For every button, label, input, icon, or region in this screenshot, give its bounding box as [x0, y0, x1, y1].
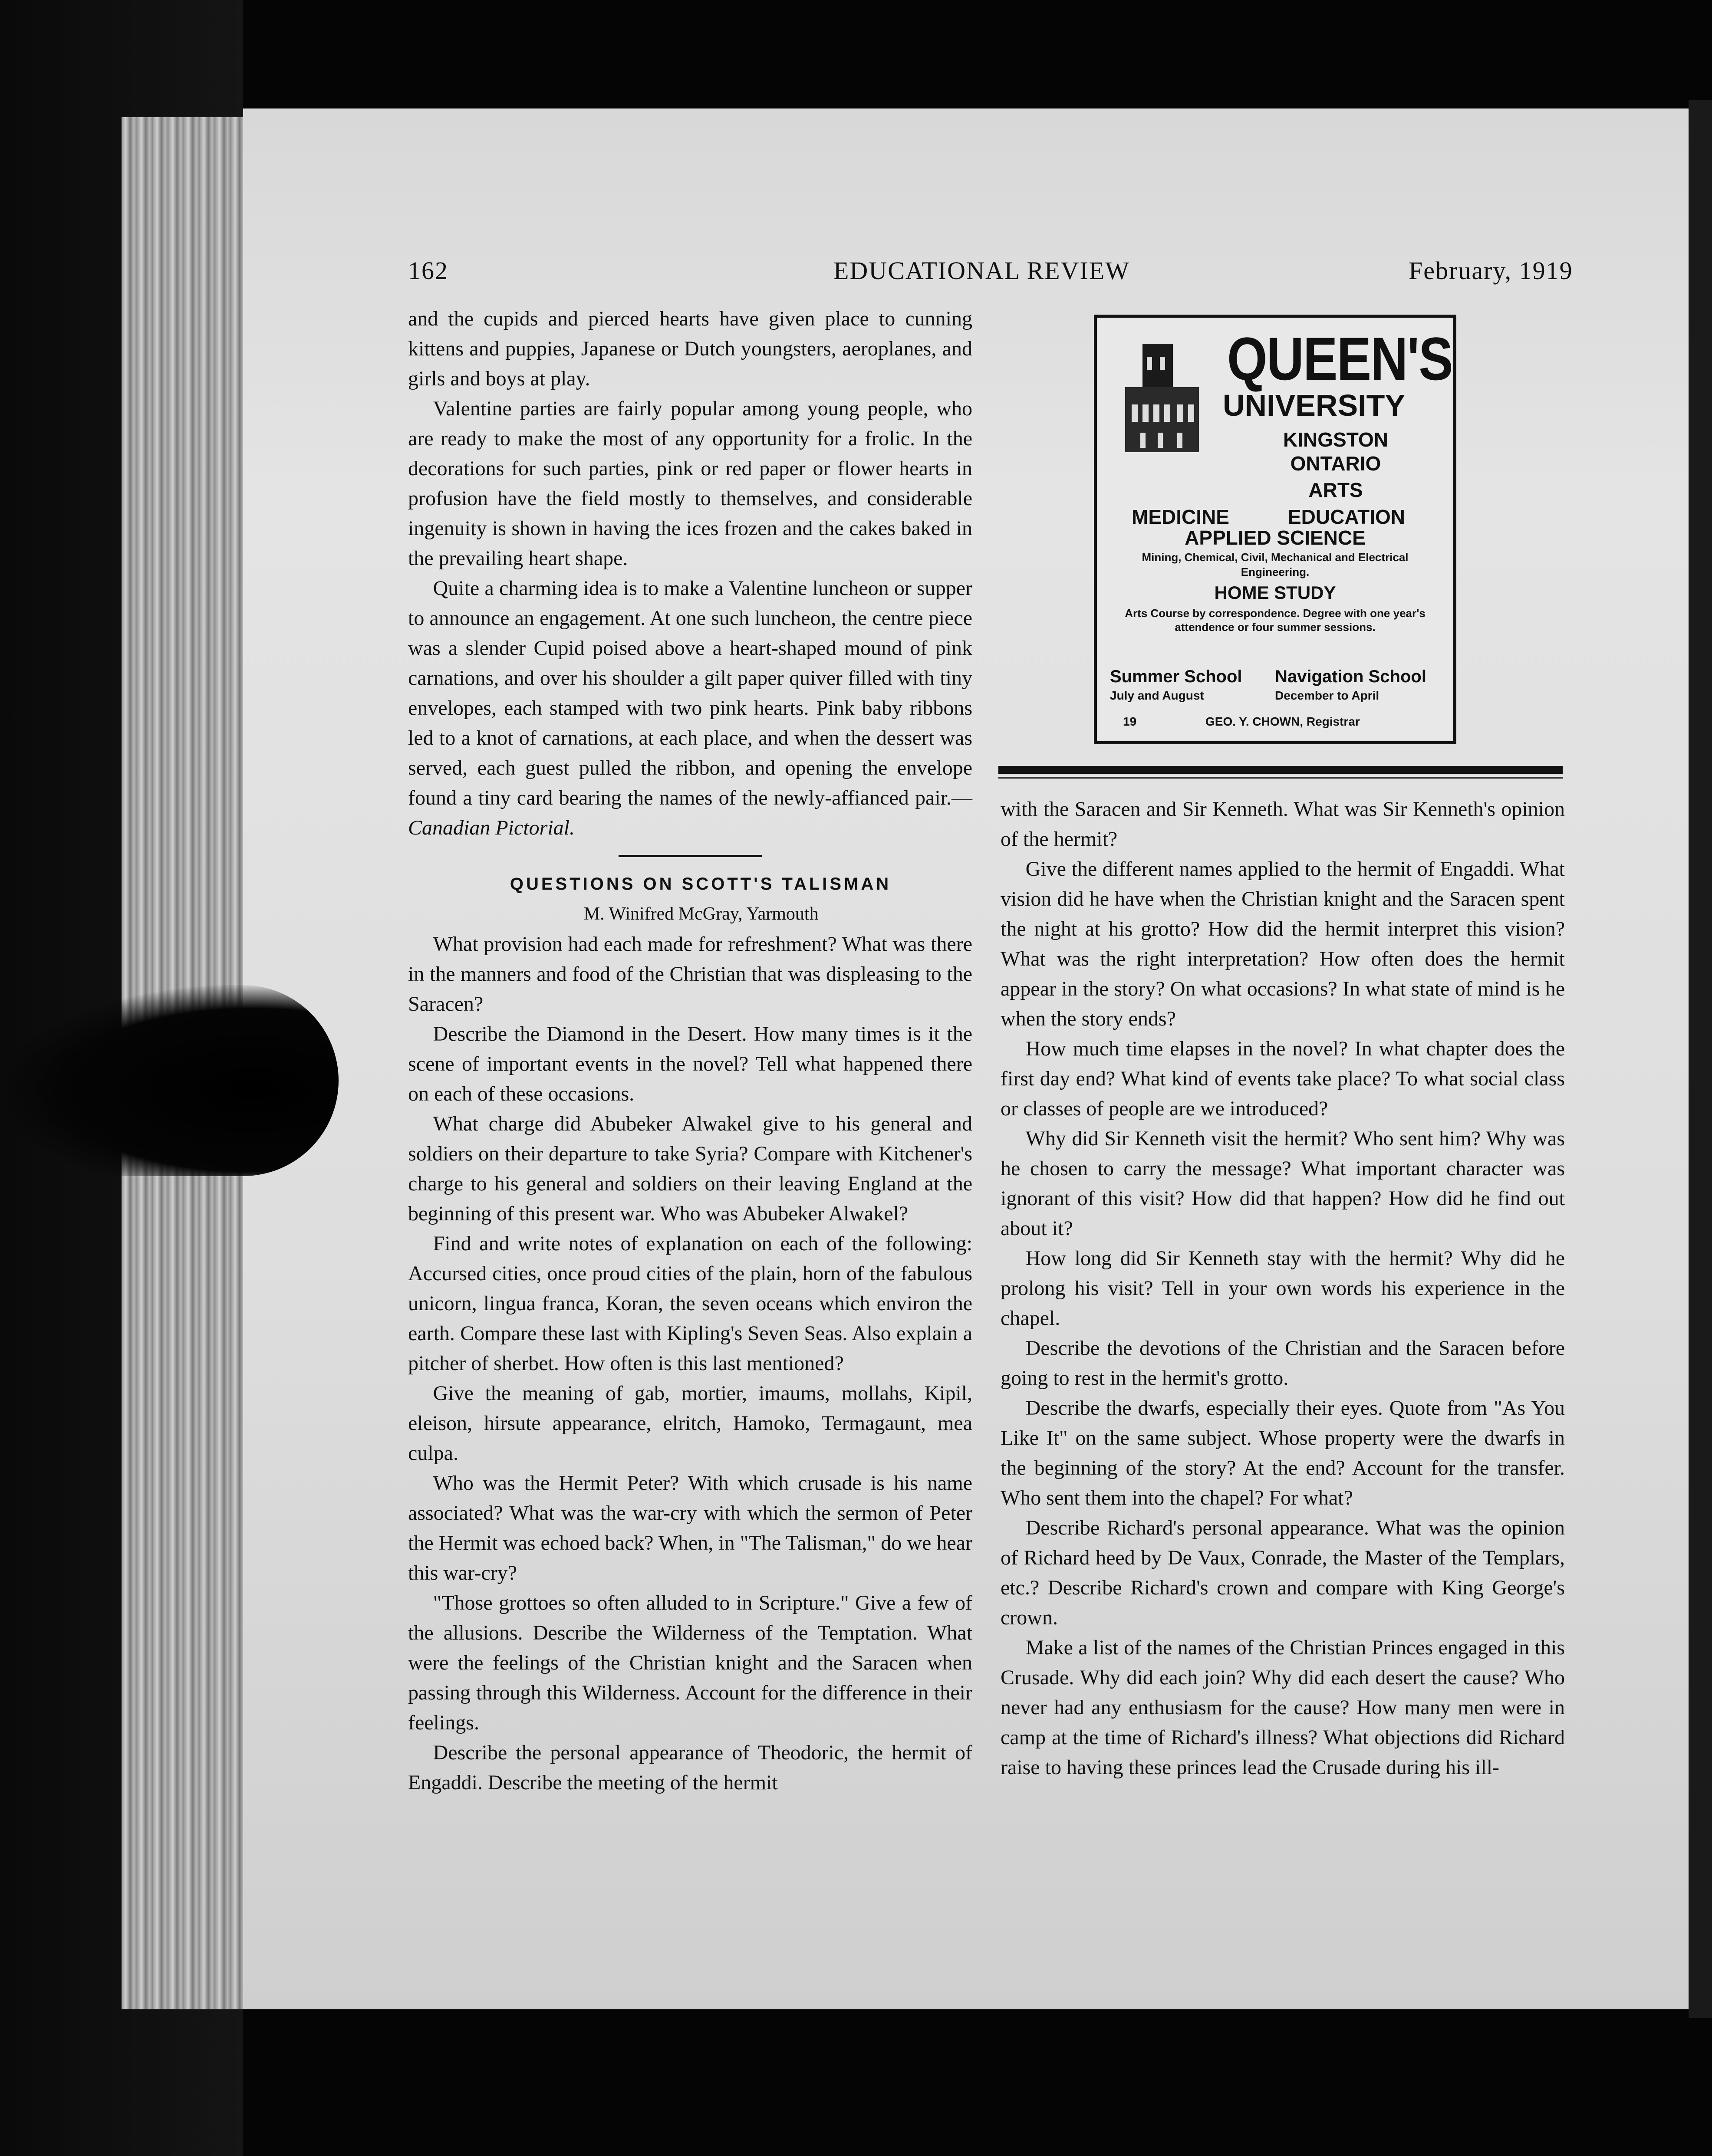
paragraph: What provision had each made for refreshment? What was there in the manners and food of the Christian that was displeasing to the Saracen? — [408, 933, 972, 1016]
ad-arts-course: Arts Course by correspondence. Degree with one year's attendence or four summer sessions. — [1125, 607, 1426, 634]
castle-illustration — [1116, 339, 1208, 457]
ad-arts: ARTS — [1308, 479, 1363, 501]
ad-subtitle: UNIVERSITY — [1223, 388, 1406, 422]
ad-province: ONTARIO — [1290, 452, 1381, 475]
paragraph: Describe the dwarfs, especially their eyes. Quote from "As You Like It" on the same subject. Whose property were the dwarfs in the beginning of the story? At the end? Account for the transfer. Who sent them into the chapel? For what? — [1001, 1397, 1565, 1509]
paragraph: Describe the Diamond in the Desert. How many times is it the scene of important events in the novel? Tell what happened there on each of these occasions. — [408, 1022, 972, 1105]
section-author: M. Winifred McGray, Yarmouth — [583, 904, 819, 924]
column-right — [1001, 794, 1565, 1782]
paragraph: How long did Sir Kenneth stay with the hermit? Why did he prolong his visit? Tell in your own words his experience in the chapel. — [1001, 1247, 1565, 1330]
journal-title: EDUCATIONAL REVIEW — [833, 256, 1130, 285]
ad-applied-science: APPLIED SCIENCE — [1185, 526, 1366, 549]
paragraph: Give the meaning of gab, mortier, imaums, mollahs, Kipil, eleison, hirsute appearance, elritch, Hamoko, Termagaunt, mea culpa. — [408, 1382, 972, 1465]
paragraph: Who was the Hermit Peter? With which crusade is his name associated? What was the war-cry with which the sermon of Peter the Hermit was echoed back? When, in "The Talisman," do we hear this war-cry? — [408, 1472, 972, 1584]
ad-number: 19 — [1123, 715, 1137, 728]
ad-city: KINGSTON — [1283, 428, 1388, 451]
column-divider-thick — [998, 766, 1563, 774]
ad-navigation-dates: December to April — [1275, 689, 1379, 702]
paragraph: Describe Richard's personal appearance. What was the opinion of Richard heed by De Vaux, Conrade, the Master of the Templars, etc.? Describe Richard's crown and compare with King George's crown. — [1001, 1516, 1565, 1629]
column-left — [408, 304, 972, 1798]
ad-medicine: MEDICINE — [1132, 506, 1229, 528]
issue-date: February, 1919 — [1409, 256, 1573, 285]
paragraph: Describe the personal appearance of Theodoric, the hermit of Engaddi. Describe the meeting of the hermit — [408, 1741, 972, 1794]
section-title: QUESTIONS ON SCOTT'S TALISMAN — [510, 874, 892, 894]
paragraph-text: Quite a charming idea is to make a Valentine luncheon or supper to announce an engagement. At one such luncheon, the centre piece was a slender Cupid poised above a heart-shaped mound of pink carnations, and over his shoulder a gilt paper quiver filled with tiny envelopes, each stamped with two pink hearts. Pink baby ribbons led to a knot of carnations, at each place, and when the dessert was served, each guest pulled the ribbon, and opening the envelope found a tiny card bearing the names of the newly-affianced pair.— — [408, 577, 972, 809]
paragraph: Why did Sir Kenneth visit the hermit? Who sent him? Why was he chosen to carry the message? What important character was ignorant of this visit? How did that happen? How did he find out about it? — [1001, 1127, 1565, 1240]
paragraph: "Those grottoes so often alluded to in Scripture." Give a few of the allusions. Describe the Wilderness of the Temptation. What were the feelings of the Christian knight and the Saracen when passing through this Wilderness. Account for the difference in their feelings. — [408, 1591, 972, 1734]
ad-engineering: Mining, Chemical, Civil, Mechanical and Electrical Engineering. — [1142, 551, 1409, 578]
page-number: 162 — [408, 256, 448, 285]
ad-summer-dates: July and August — [1110, 689, 1204, 702]
source-citation: Canadian Pictorial. — [408, 816, 575, 839]
queens-university-ad — [1094, 315, 1456, 744]
paragraph — [408, 573, 972, 843]
thumb-shadow — [0, 985, 339, 1176]
paragraph: What charge did Abubeker Alwakel give to his general and soldiers on their departure to take Syria? Compare with Kitchener's charge to his general and soldiers on their leaving England at the beginning of this present war. Who was Abubeker Alwakel? — [408, 1112, 972, 1225]
paragraph: and the cupids and pierced hearts have given place to cunning kittens and puppies, Japanese or Dutch youngsters, aeroplanes, and girls and boys at play. — [408, 307, 972, 390]
paragraph: Describe the devotions of the Christian and the Saracen before going to rest in the hermit's grotto. — [1001, 1337, 1565, 1390]
ad-home-study: HOME STUDY — [1214, 582, 1336, 603]
ad-education: EDUCATION — [1288, 506, 1406, 528]
ad-navigation-school: Navigation School — [1275, 667, 1426, 686]
paragraph: with the Saracen and Sir Kenneth. What was Sir Kenneth's opinion of the hermit? — [1001, 798, 1565, 851]
paragraph: Make a list of the names of the Christian Princes engaged in this Crusade. Why did each join? Why did each desert the cause? Who never had any enthusiasm for the cause? How many men were in camp at the time of Richard's illness? What objections did Richard raise to having these princes lead the Crusade during his ill- — [1001, 1636, 1565, 1779]
gutter-right — [1689, 100, 1712, 2018]
section-divider — [619, 855, 762, 857]
ad-title: QUEEN'S — [1227, 325, 1452, 393]
ad-summer-school: Summer School — [1110, 667, 1242, 686]
paragraph: Find and write notes of explanation on each of the following: Accursed cities, once proud cities of the plain, horn of the fabulous unicorn, lingua franca, Koran, the seven oceans which environ the earth. Compare these last with Kipling's Seven Seas. Also explain a pitcher of sherbet. How often is this last mentioned? — [408, 1232, 972, 1375]
ad-registrar: GEO. Y. CHOWN, Registrar — [1205, 715, 1360, 728]
paragraph: How much time elapses in the novel? In what chapter does the first day end? What kind of events take place? To what social class or classes of people are we introduced? — [1001, 1037, 1565, 1120]
paragraph: Valentine parties are fairly popular among young people, who are ready to make the most of any opportunity for a frolic. In the decorations for such parties, pink or red paper or flower hearts in profusion have the field mostly to themselves, and considerable ingenuity is shown in having the ices frozen and the cakes baked in the prevailing heart shape. — [408, 397, 972, 570]
column-divider-thin — [998, 777, 1563, 779]
paragraph: Give the different names applied to the hermit of Engaddi. What vision did he have when the Christian knight and the Saracen spent the night at his grotto? How did the hermit interpret this vision? What was the right interpretation? How often does the hermit appear in the story? On what occasions? In what state of mind is he when the story ends? — [1001, 858, 1565, 1030]
